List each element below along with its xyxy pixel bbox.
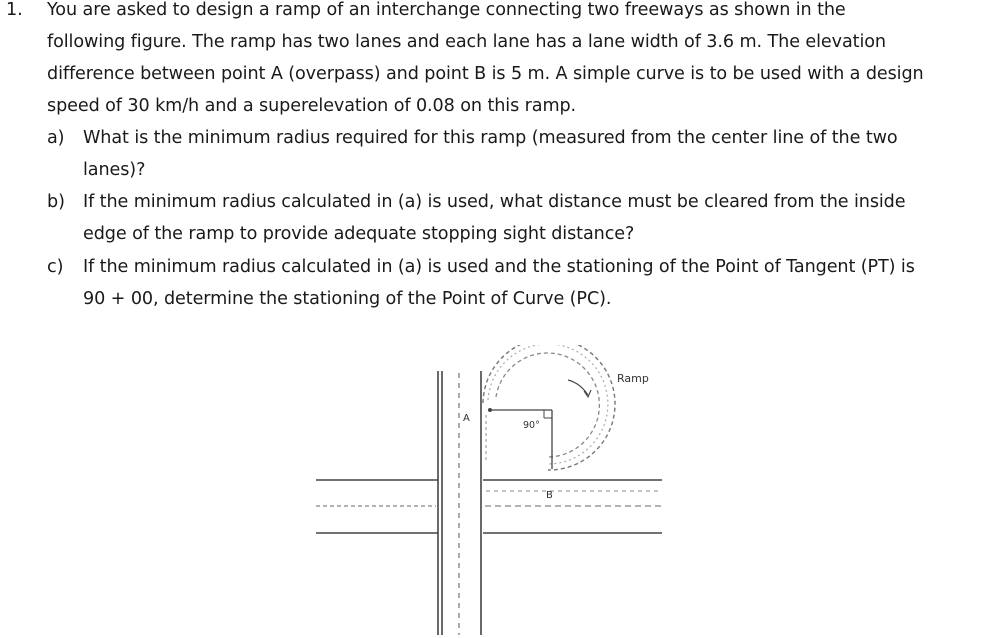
- part-c-line-1: If the minimum radius calculated in (a) is used and the stationing of the Point of Tangent (PT) is: [83, 257, 915, 277]
- part-a-line-1: What is the minimum radius required for this ramp (measured from the center line of the two: [83, 128, 898, 148]
- interchange-diagram: [300, 345, 680, 638]
- part-b-line-1: If the minimum radius calculated in (a) is used, what distance must be cleared from the inside: [83, 192, 906, 212]
- point-a-marker: [488, 408, 492, 412]
- ramp-outer-edge: [483, 345, 615, 470]
- part-a-line-2: lanes)?: [83, 160, 146, 180]
- point-a-label: A: [463, 413, 470, 424]
- angle-label: 90°: [523, 420, 540, 431]
- question-number: 1.: [6, 0, 23, 20]
- ramp-inner-edge: [488, 345, 608, 464]
- ramp-label: Ramp: [617, 372, 649, 385]
- part-a-label: a): [47, 128, 65, 148]
- point-b-label: B: [546, 490, 553, 501]
- ramp-inside-edge: [496, 353, 599, 457]
- intro-line-4: speed of 30 km/h and a superelevation of 0.08 on this ramp.: [47, 96, 577, 116]
- intro-line-1: You are asked to design a ramp of an interchange connecting two freeways as shown in the: [47, 0, 846, 20]
- part-c-line-2: 90 + 00, determine the stationing of the Point of Curve (PC).: [83, 289, 612, 309]
- part-b-label: b): [47, 192, 65, 212]
- interchange-figure: [300, 345, 680, 638]
- part-b-line-2: edge of the ramp to provide adequate stopping sight distance?: [83, 224, 635, 244]
- part-c-label: c): [47, 257, 64, 277]
- intro-line-3: difference between point A (overpass) and point B is 5 m. A simple curve is to be used with a design: [47, 64, 924, 84]
- intro-line-2: following figure. The ramp has two lanes and each lane has a lane width of 3.6 m. The elevation: [47, 32, 886, 52]
